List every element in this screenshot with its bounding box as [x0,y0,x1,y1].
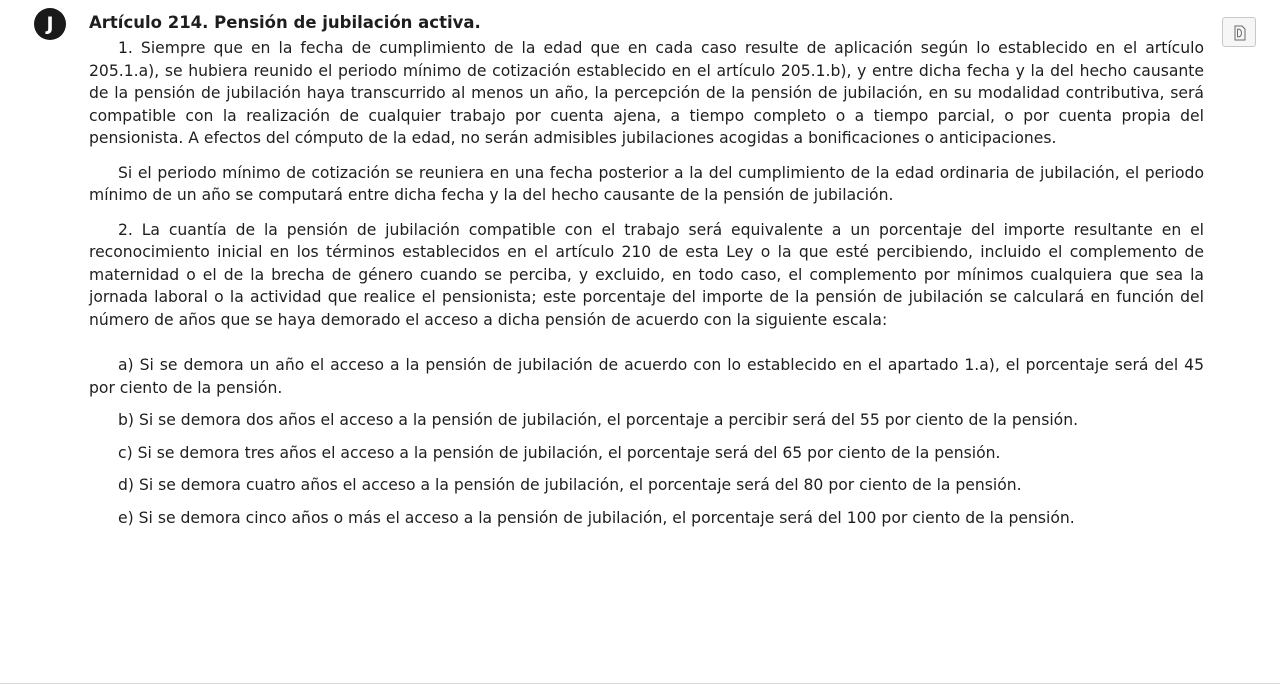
scale-item-e: e) Si se demora cinco años o más el acceso a la pensión de jubilación, el porcentaje será del 100 por ciento de la pensión. [118,508,1075,527]
paragraph-1: 1. Siempre que en la fecha de cumplimiento de la edad que en cada caso resulte de aplicación según lo establecido en el artículo 205.1.a), se hubiera reunido el periodo mínimo de cotización establecido en el artículo 205.1.b), y entre dicha fecha y la del hecho causante de la pensión de jubilación haya transcurrido al menos un año, la percepción de la pensión de jubilación, en su modalidad contributiva, será compatible con la realización de cualquier trabajo por cuenta ajena, a tiempo completo o a tiempo parcial, o por cuenta propia del pensionista. A efectos del cómputo de la edad, no serán admisibles jubilaciones acogidas a bonificaciones o anticipaciones. [89,39,1204,147]
paragraph-2: Si el periodo mínimo de cotización se reuniera en una fecha posterior a la del cumplimiento de la edad ordinaria de jubilación, el periodo mínimo de un año se computará entre dicha fecha y la del hecho causante de la pensión de jubilación. [89,163,1204,204]
article-body [89,37,1204,529]
article-title: Artículo 214. Pensión de jubilación activa. [89,13,481,32]
article-badge: J [34,8,66,40]
bottom-divider [0,683,1280,684]
scale-item-b: b) Si se demora dos años el acceso a la pensión de jubilación, el porcentaje a percibir será del 55 por ciento de la pensión. [118,411,1079,429]
document-button[interactable] [1222,17,1256,47]
scale-item-c: c) Si se demora tres años el acceso a la pensión de jubilación, el porcentaje será del 65 por ciento de la pensión. [118,443,1001,462]
document-icon [1232,24,1248,42]
paragraph-3: 2. La cuantía de la pensión de jubilación compatible con el trabajo será equivalente a un porcentaje del importe resultante en el reconocimiento inicial en los términos establecidos en el artículo 210 de esta Ley o la que esté percibiendo, incluido el complemento de maternidad o el de la brecha de género cuando se perciba, y excluido, en todo caso, el complemento por mínimos cualquiera que sea la jornada laboral o la actividad que realice el pensionista; este porcentaje del importe de la pensión de jubilación se calculará en función del número de años que se haya demorado el acceso a dicha pensión de acuerdo con la siguiente escala: [89,220,1204,329]
scale-item-a: a) Si se demora un año el acceso a la pensión de jubilación de acuerdo con lo establecido en el apartado 1.a), el porcentaje será del 45 por ciento de la pensión. [89,356,1204,397]
scale-item-d: d) Si se demora cuatro años el acceso a la pensión de jubilación, el porcentaje será del 80 por ciento de la pensión. [118,476,1022,494]
